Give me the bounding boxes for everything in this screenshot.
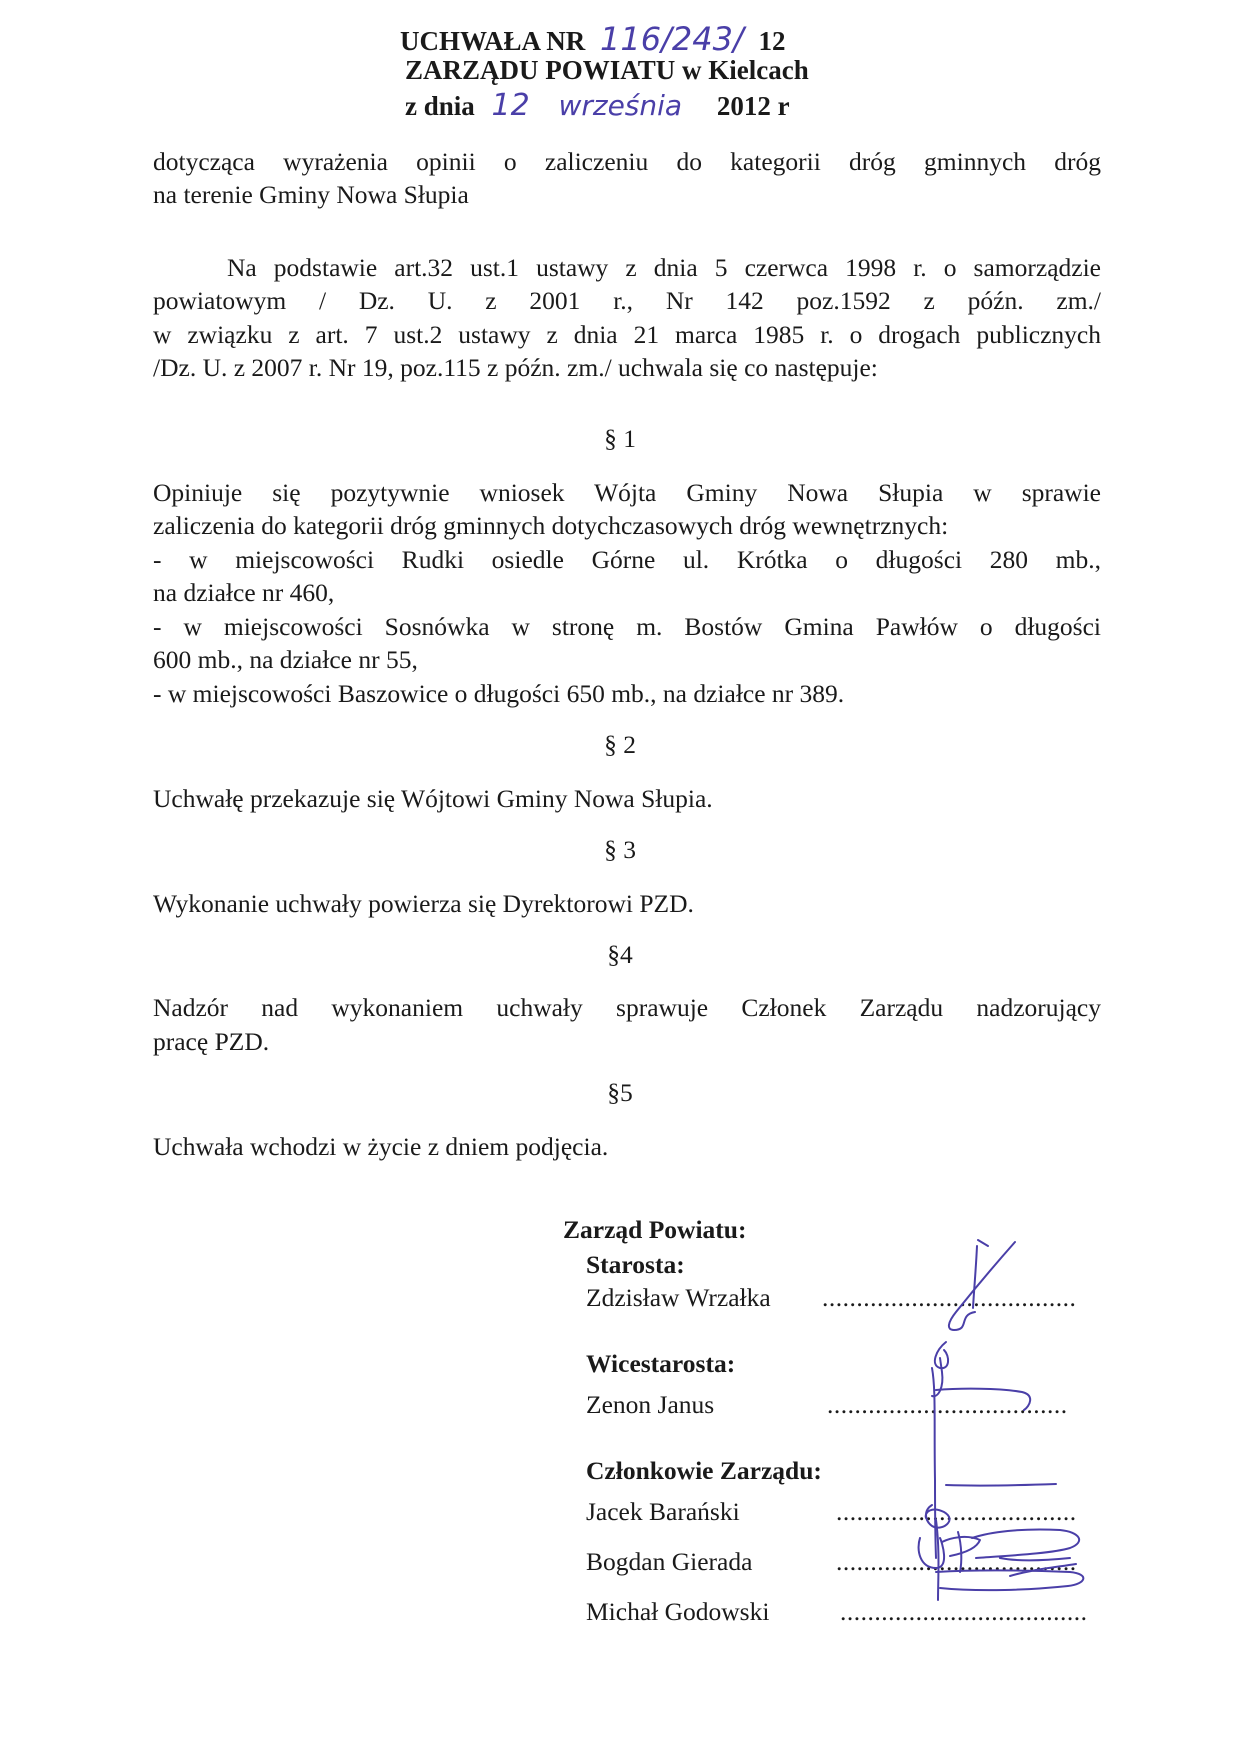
section-1-line-1: Opiniuje się pozytywnie wniosek Wójta Gminy Nowa Słupia w sprawie [153, 478, 1101, 507]
legal-basis-line-4: /Dz. U. z 2007 r. Nr 19, poz.115 z późn. zm./ uchwala się co następuje: [153, 353, 878, 382]
handwritten-month: września [558, 89, 683, 122]
wicestarosta-title: Wicestarosta: [586, 1349, 736, 1378]
board-title: Zarząd Powiatu: [563, 1215, 747, 1244]
member-signature-line-1: ................................... [836, 1497, 1077, 1526]
section-1-line-2: zaliczenia do kategorii dróg gminnych dotychczasowych dróg wewnętrznych: [153, 511, 949, 540]
section-3-line-1: Wykonanie uchwały powierza się Dyrektorowi PZD. [153, 889, 694, 918]
section-1-line-7: - w miejscowości Baszowice o długości 650 mb., na działce nr 389. [153, 679, 845, 708]
member-signature-line-3: .................................... [840, 1597, 1088, 1626]
section-5-line-1: Uchwała wchodzi w życie z dniem podjęcia. [153, 1132, 609, 1161]
starosta-title: Starosta: [586, 1250, 685, 1279]
section-4-line-2: pracę PZD. [153, 1027, 270, 1056]
handwritten-signatures [880, 1220, 1120, 1640]
member-signature-line-2: ................................... [836, 1547, 1077, 1576]
signature-starosta [949, 1240, 1015, 1330]
section-4-symbol: §4 [607, 940, 633, 969]
legal-basis-line-2: powiatowym / Dz. U. z 2001 r., Nr 142 poz.1592 z późn. zm./ [153, 286, 1101, 315]
section-2-line-1: Uchwałę przekazuje się Wójtowi Gminy Nowa Słupia. [153, 784, 713, 813]
section-1-line-5: - w miejscowości Sosnówka w stronę m. Bostów Gmina Pawłów o długości [153, 612, 1101, 641]
section-1-symbol: § 1 [604, 424, 636, 453]
date-year: 2012 r [716, 91, 790, 121]
section-2-symbol: § 2 [604, 730, 636, 759]
resolution-number-prefix: UCHWAŁA NR [400, 26, 586, 56]
section-5-symbol: §5 [607, 1078, 633, 1107]
wicestarosta-signature-line: ................................... [827, 1390, 1068, 1419]
member-name-2: Bogdan Gierada [586, 1547, 753, 1576]
section-1-line-6: 600 mb., na działce nr 55, [153, 645, 418, 674]
legal-basis-line-1: Na podstawie art.32 ust.1 ustawy z dnia 5 czerwca 1998 r. o samorządzie [227, 253, 1101, 282]
members-title: Członkowie Zarządu: [586, 1456, 822, 1485]
section-3-symbol: § 3 [604, 835, 636, 864]
section-4-line-1: Nadzór nad wykonaniem uchwały sprawuje Członek Zarządu nadzorujący [153, 993, 1101, 1022]
date-prefix: z dnia [405, 91, 475, 121]
subject-line-1: dotycząca wyrażenia opinii o zaliczeniu do kategorii dróg gminnych dróg [153, 147, 1101, 176]
section-1-line-3: - w miejscowości Rudki osiedle Górne ul. Krótka o długości 280 mb., [153, 545, 1101, 574]
member-name-3: Michał Godowski [586, 1597, 770, 1626]
issuing-body: ZARZĄDU POWIATU w Kielcach [405, 55, 809, 85]
member-name-1: Jacek Barański [586, 1497, 740, 1526]
resolution-year: 12 [758, 26, 786, 56]
handwritten-resolution-number: 116/243/ [600, 20, 744, 58]
resolution-date-line [405, 88, 790, 123]
starosta-name: Zdzisław Wrzałka [586, 1283, 771, 1312]
wicestarosta-name: Zenon Janus [586, 1390, 715, 1419]
section-1-line-4: na działce nr 460, [153, 578, 335, 607]
legal-basis-line-3: w związku z art. 7 ust.2 ustawy z dnia 21 marca 1985 r. o drogach publicznych [153, 320, 1101, 349]
subject-line-2: na terenie Gminy Nowa Słupia [153, 180, 469, 209]
resolution-number-line [400, 20, 786, 58]
starosta-signature-line: ..................................... [822, 1283, 1077, 1312]
signature-member-3 [936, 1564, 1083, 1590]
signature-member-1 [946, 1484, 1056, 1486]
handwritten-day: 12 [491, 88, 530, 123]
